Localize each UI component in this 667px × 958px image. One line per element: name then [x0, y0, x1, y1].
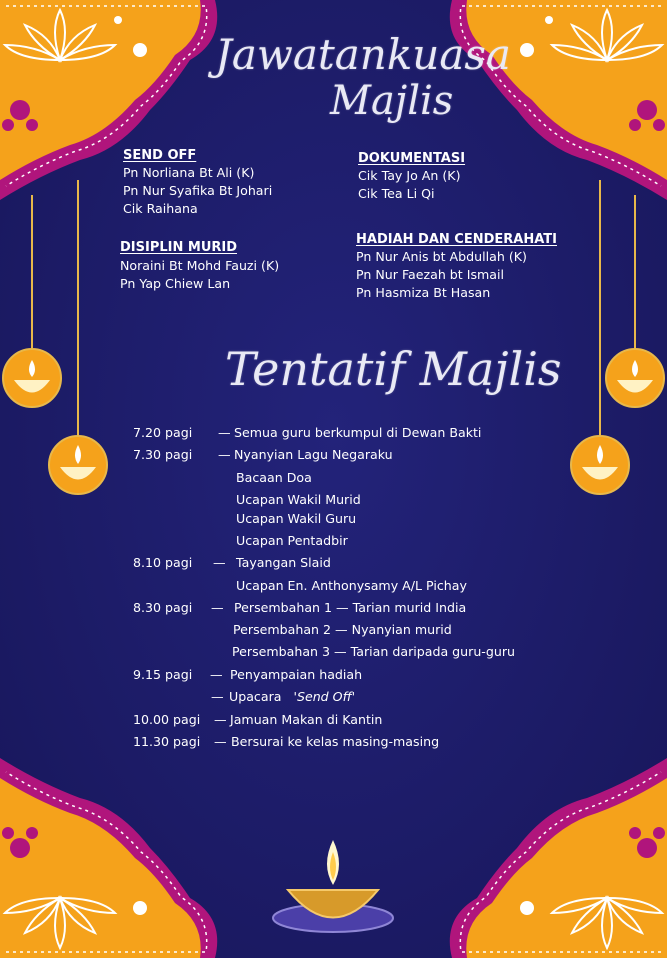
schedule-dash: —	[214, 712, 227, 727]
committee-heading-dokumentasi: DOKUMENTASI	[358, 151, 466, 166]
schedule-item: Nyanyian Lagu Negaraku	[234, 447, 393, 462]
schedule-item-text: Upacara	[229, 689, 282, 704]
schedule-dash: —	[213, 555, 226, 570]
member-name: Pn Nur Faezah bt Ismail	[356, 267, 505, 282]
member-name: Cik Tay Jo An (K)	[358, 168, 461, 183]
schedule-item: Ucapan En. Anthonysamy A/L Pichay	[236, 578, 467, 593]
corner-decoration-bottom-left	[0, 758, 230, 958]
member-name: Pn Yap Chiew Lan	[120, 276, 231, 291]
schedule-item-emphasis: 'Send Off'	[293, 689, 356, 704]
committee-members-disiplin-murid	[120, 257, 279, 293]
committee-heading-disiplin-murid: DISIPLIN MURID	[120, 240, 238, 255]
schedule-item: Persembahan 3 — Tarian daripada guru-guru	[232, 644, 515, 659]
member-name: Pn Norliana Bt Ali (K)	[123, 165, 255, 180]
member-name: Pn Nur Syafika Bt Johari	[123, 183, 273, 198]
committee-title-line2: Majlis	[330, 78, 454, 124]
schedule-dash: —	[211, 689, 224, 704]
schedule-time: 9.15 pagi	[133, 667, 193, 682]
schedule-dash: —	[218, 425, 231, 440]
schedule-title: Tentatif Majlis	[225, 342, 562, 396]
schedule-item: Ucapan Wakil Murid	[236, 492, 361, 507]
diya-lamp-icon	[263, 830, 403, 940]
schedule-item: Ucapan Pentadbir	[236, 533, 348, 548]
schedule-item: Jamuan Makan di Kantin	[230, 712, 383, 727]
schedule-time: 8.10 pagi	[133, 555, 193, 570]
schedule-item: Bacaan Doa	[236, 470, 312, 485]
committee-heading-send-off: SEND OFF	[123, 148, 197, 163]
member-name: Pn Nur Anis bt Abdullah (K)	[356, 249, 527, 264]
committee-members-dokumentasi	[358, 167, 460, 203]
schedule-item: Persembahan 1 — Tarian murid India	[234, 600, 467, 615]
member-name: Pn Hasmiza Bt Hasan	[356, 285, 491, 300]
schedule-item: Bersurai ke kelas masing-masing	[231, 734, 440, 749]
hanging-lamp-left-inner	[46, 180, 110, 500]
schedule-dash: —	[210, 667, 223, 682]
schedule-dash: —	[214, 734, 227, 749]
schedule-item: Persembahan 2 — Nyanyian murid	[233, 622, 452, 637]
schedule-item: Penyampaian hadiah	[230, 667, 363, 682]
corner-decoration-bottom-right	[437, 758, 667, 958]
schedule-time: 10.00 pagi	[133, 712, 201, 727]
hanging-lamp-right-outer	[603, 195, 667, 415]
member-name: Cik Tea Li Qi	[358, 186, 435, 201]
committee-members-hadiah	[356, 248, 527, 302]
schedule-dash: —	[211, 600, 224, 615]
schedule-item: Ucapan Wakil Guru	[236, 511, 357, 526]
schedule-time: 11.30 pagi	[133, 734, 201, 749]
schedule-time: 7.30 pagi	[133, 447, 193, 462]
committee-heading-hadiah: HADIAH DAN CENDERAHATI	[356, 232, 557, 247]
schedule-item: Tayangan Slaid	[236, 555, 331, 570]
committee-members-send-off	[123, 164, 272, 218]
schedule-time: 7.20 pagi	[133, 425, 193, 440]
committee-title-line1: Jawatankuasa	[215, 30, 511, 79]
schedule-time: 8.30 pagi	[133, 600, 193, 615]
schedule-item: Semua guru berkumpul di Dewan Bakti	[234, 425, 482, 440]
member-name: Cik Raihana	[123, 201, 198, 216]
schedule-dash: —	[218, 447, 231, 462]
member-name: Noraini Bt Mohd Fauzi (K)	[120, 258, 280, 273]
schedule-item	[229, 688, 355, 706]
